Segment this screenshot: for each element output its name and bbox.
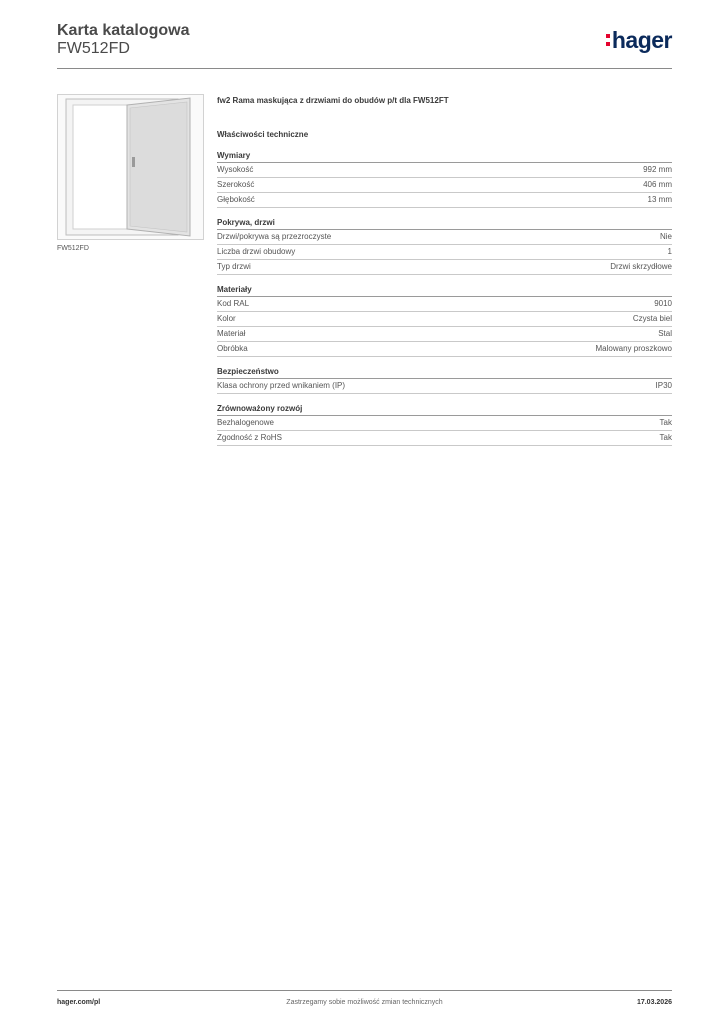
group-title: Zrównoważony rozwój [217,402,672,416]
spec-row [217,245,672,260]
spec-row [217,230,672,245]
spec-value: 1 [667,247,672,256]
spec-value: Stal [658,329,672,338]
group-title: Materiały [217,283,672,297]
image-caption: FW512FD [57,245,89,252]
spec-row [217,260,672,275]
product-description: fw2 Rama maskująca z drzwiami do obudów p/t dla FW512FT [217,96,449,105]
spec-value: 992 mm [643,165,672,174]
spec-label: Zgodność z RoHS [217,433,282,442]
spec-value: 9010 [654,299,672,308]
spec-row [217,178,672,193]
spec-row [217,327,672,342]
spec-group-sustainability [217,402,672,446]
spec-label: Liczba drzwi obudowy [217,247,296,256]
spec-label: Kod RAL [217,299,250,308]
spec-value: Malowany proszkowo [595,344,672,353]
spec-value: Drzwi skrzydłowe [610,262,672,271]
logo-text: hager [611,26,672,53]
door-frame-image [57,94,204,240]
spec-value: Tak [659,433,672,442]
spec-value: 13 mm [647,195,672,204]
page-title: Karta katalogowa [57,22,190,39]
spec-row [217,431,672,446]
spec-label: Typ drzwi [217,262,251,271]
group-title: Wymiary [217,149,672,163]
spec-label: Klasa ochrony przed wnikaniem (IP) [217,381,346,390]
spec-value: Nie [659,232,672,241]
spec-value: Czysta biel [632,314,672,323]
spec-value: Tak [659,418,672,427]
footer-disclaimer: Zastrzegamy sobie możliwość zmian technicznych [286,999,443,1006]
spec-row [217,193,672,208]
spec-value: 406 mm [643,180,672,189]
spec-label: Kolor [217,314,236,323]
spec-group-materials [217,283,672,357]
spec-row [217,297,672,312]
spec-row [217,312,672,327]
tech-properties-heading: Właściwości techniczne [217,130,309,139]
spec-row [217,416,672,431]
group-title: Pokrywa, drzwi [217,216,672,230]
footer-date: 17.03.2026 [636,999,672,1006]
specifications [217,95,672,446]
spec-label: Obróbka [217,344,248,353]
spec-row [217,342,672,357]
spec-group-safety [217,365,672,394]
spec-label: Głębokość [217,195,255,204]
spec-label: Materiał [217,329,246,338]
hager-logo [606,26,672,54]
spec-label: Drzwi/pokrywa są przezroczyste [217,232,332,241]
spec-label: Wysokość [217,165,254,174]
spec-row [217,163,672,178]
spec-group-cover-doors [217,216,672,275]
spec-value: IP30 [655,381,672,390]
spec-label: Szerokość [217,180,255,189]
spec-group-dimensions [217,149,672,208]
group-title: Bezpieczeństwo [217,365,672,379]
product-code: FW512FD [57,40,130,57]
spec-row [217,379,672,394]
logo-dots-icon [606,32,610,48]
page-header [57,20,672,69]
spec-label: Bezhalogenowe [217,418,274,427]
footer-website: hager.com/pl [57,999,101,1006]
page-footer [57,990,672,1015]
